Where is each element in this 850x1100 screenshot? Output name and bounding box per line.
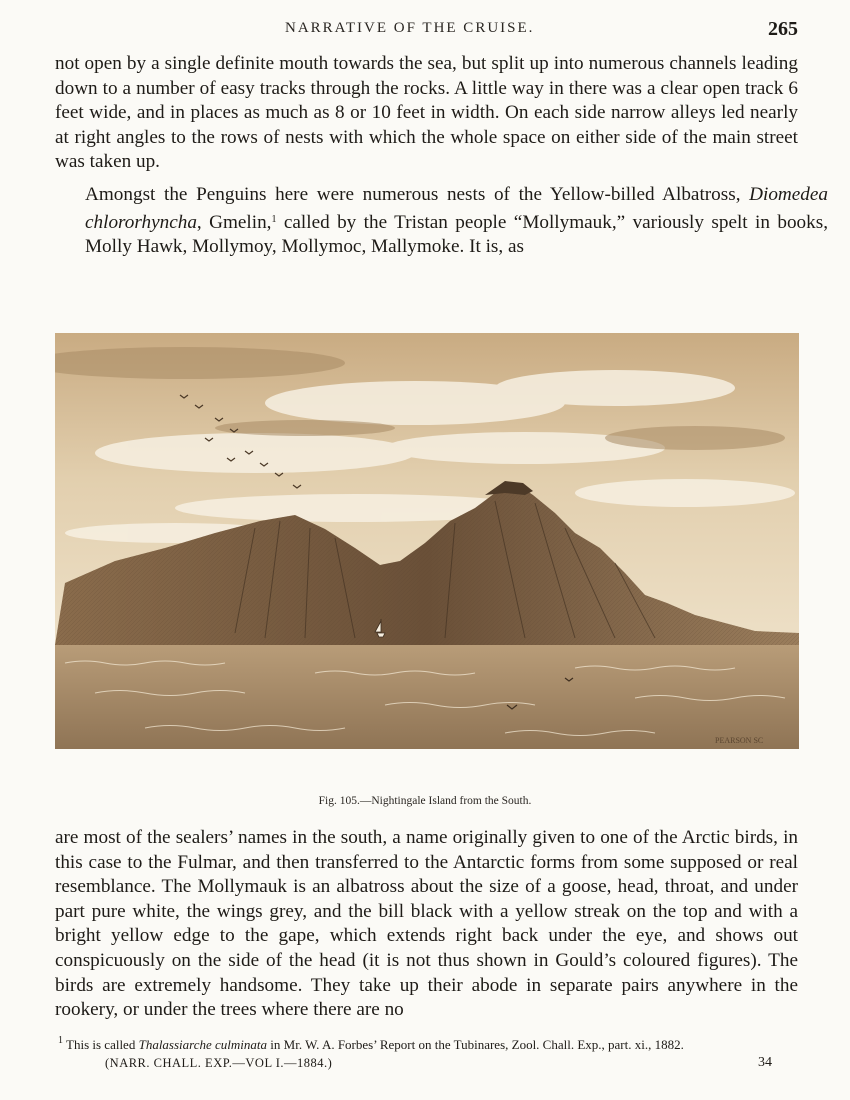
running-title: NARRATIVE OF THE CRUISE. bbox=[285, 20, 535, 36]
engraver-signature: PEARSON SC bbox=[715, 736, 764, 745]
paragraph-2-text-b: , Gmelin, bbox=[196, 211, 272, 233]
footnote-text-a: This is called bbox=[63, 1037, 139, 1052]
engraving-illustration bbox=[55, 333, 799, 749]
paragraph-2-text-c: called by the Tristan people “Mollymauk,” variously spelt in books, Molly Hawk, Mollymoy, Mollymoc, Mallymoke. It is, as bbox=[85, 211, 828, 258]
footnote bbox=[58, 1033, 798, 1053]
paragraph-2-text-a: Amongst the Penguins here were numerous nests of the Yellow-billed Albatross, bbox=[85, 184, 750, 205]
paragraph-1: not open by a single definite mouth towards the sea, but split up into numerous channels leading down to a number of easy tracks through the rocks. A little way in there was a clear open track 6 feet wide, and in places as much as 8 or 10 feet in width. On each side narrow alleys led nearly at right angles to the rows of nests with which the whole space on either side of the main street was taken up. bbox=[55, 53, 798, 173]
footnote-reference: 1 bbox=[271, 213, 277, 225]
page-number: 265 bbox=[768, 18, 798, 40]
footnote-text-b: in Mr. W. A. Forbes’ Report on the Tubinares, Zool. Chall. Exp., part. xi., 1882. bbox=[267, 1037, 684, 1052]
footnote-mark: 1 bbox=[58, 1035, 63, 1046]
figure-caption: Fig. 105.—Nightingale Island from the South. bbox=[318, 795, 532, 807]
imprint-line: (NARR. CHALL. EXP.—VOL I.—1884.) bbox=[105, 1056, 333, 1070]
footnote-species: Thalassiarche culminata bbox=[138, 1037, 268, 1052]
engraving-nightingale-island bbox=[55, 333, 799, 749]
paragraph-3: are most of the sealers’ names in the south, a name originally given to one of the Arctic birds, in this case to the Fulmar, and then transferred to the Antarctic forms from some supposed or real resemblance. The Mollymauk is an albatross about the size of a goose, head, throat, and under part pure white, the wings grey, and the bill black with a yellow streak on the top and with a bright yellow edge to the gape, which extends right back under the eye, and shows out conspicuously on the side of the head (it is not thus shown in Gould’s coloured figures). The birds are extremely handsome. They take up their abode in separate pairs anywhere in the rookery, or under the trees where there are no bbox=[55, 827, 798, 1021]
paragraph-2 bbox=[55, 183, 828, 260]
species-name: Diomedea chlororhyncha bbox=[85, 184, 828, 233]
signature-mark: 34 bbox=[758, 1055, 772, 1070]
running-head bbox=[0, 20, 850, 44]
